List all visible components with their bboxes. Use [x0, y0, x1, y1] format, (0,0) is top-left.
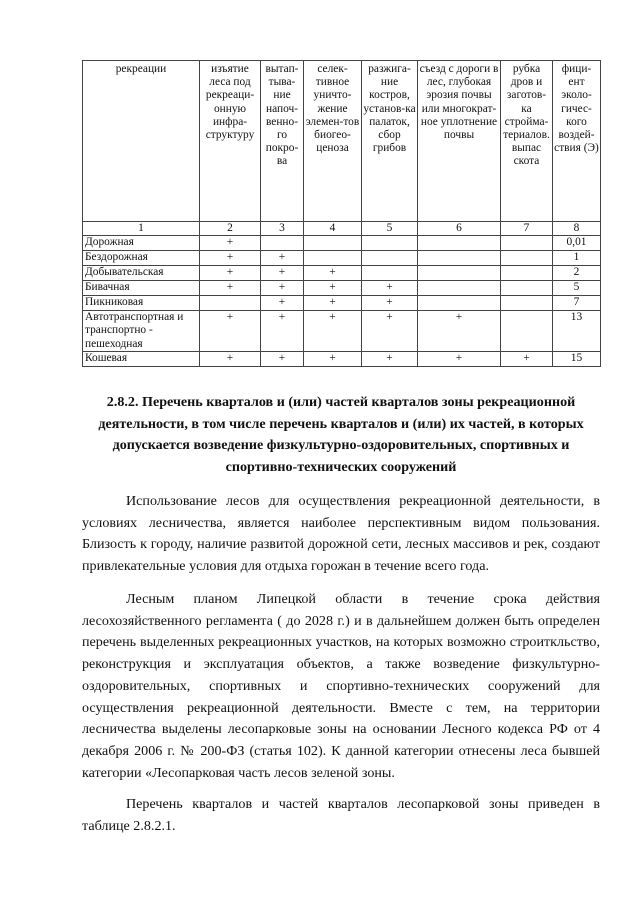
impact-mark: +	[362, 311, 418, 352]
header-cell: съезд с дороги в лес, глубокая эрозия почвы или многократ-ное уплотнение почвы	[418, 61, 501, 222]
impact-coefficient: 1	[553, 251, 601, 266]
impact-mark	[362, 236, 418, 251]
impact-mark: +	[304, 266, 362, 281]
impact-mark: +	[261, 251, 304, 266]
impact-mark: +	[362, 281, 418, 296]
recreation-type: Бездорожная	[83, 251, 200, 266]
table-row	[83, 266, 601, 281]
impact-mark: +	[261, 296, 304, 311]
column-number: 5	[362, 222, 418, 236]
impact-mark: +	[304, 351, 362, 366]
impact-mark	[261, 236, 304, 251]
impact-coefficient: 0,01	[553, 236, 601, 251]
table-header-row	[83, 61, 601, 222]
impact-mark: +	[304, 296, 362, 311]
impact-coefficient: 15	[553, 351, 601, 366]
table-row	[83, 351, 601, 366]
header-cell: рекреации	[83, 61, 200, 222]
impact-mark	[501, 296, 553, 311]
recreation-type: Автотранспортная и транспортно - пешеходная	[83, 311, 200, 352]
table-row	[83, 281, 601, 296]
header-cell: изъятие леса под рекреаци-онную инфра-структуру	[200, 61, 261, 222]
table-row	[83, 236, 601, 251]
impact-mark	[362, 266, 418, 281]
impact-mark	[501, 311, 553, 352]
header-cell: вытап-тыва-ние напоч-венно-го покро-ва	[261, 61, 304, 222]
recreation-impact-table	[82, 60, 601, 367]
impact-mark	[200, 296, 261, 311]
header-cell: селек-тивное уничто-жение элемен-тов биогео-ценоза	[304, 61, 362, 222]
section-heading: 2.8.2. Перечень кварталов и (или) частей кварталов зоны рекреационной деятельности, в том числе перечень кварталов и (или) их частей, в которых допускается возведение физкультурно-оздоровительных, спортивных и спортивно-технических сооружений	[98, 394, 584, 475]
impact-mark	[418, 281, 501, 296]
impact-mark: +	[200, 251, 261, 266]
impact-coefficient: 5	[553, 281, 601, 296]
impact-mark: +	[261, 266, 304, 281]
impact-mark: +	[200, 236, 261, 251]
recreation-type: Добывательская	[83, 266, 200, 281]
header-cell: разжига-ние костров, установ-ка палаток, сбор грибов	[362, 61, 418, 222]
impact-mark	[418, 236, 501, 251]
impact-mark	[418, 266, 501, 281]
column-number: 4	[304, 222, 362, 236]
recreation-type: Бивачная	[83, 281, 200, 296]
paragraph	[82, 589, 600, 784]
impact-mark: +	[200, 311, 261, 352]
table-row	[83, 311, 601, 352]
impact-mark: +	[362, 296, 418, 311]
impact-mark	[418, 296, 501, 311]
paragraph-text: Перечень кварталов и частей кварталов лесопарковой зоны приведен в таблице 2.8.2.1.	[82, 796, 600, 834]
impact-mark: +	[261, 311, 304, 352]
recreation-type: Кошевая	[83, 351, 200, 366]
impact-mark: +	[200, 351, 261, 366]
impact-coefficient: 7	[553, 296, 601, 311]
impact-coefficient: 13	[553, 311, 601, 352]
impact-mark: +	[261, 281, 304, 296]
paragraph	[82, 794, 600, 837]
table-row	[83, 296, 601, 311]
impact-mark: +	[304, 311, 362, 352]
impact-mark: +	[418, 351, 501, 366]
impact-mark	[362, 251, 418, 266]
column-number: 3	[261, 222, 304, 236]
impact-mark: +	[304, 281, 362, 296]
column-number: 7	[501, 222, 553, 236]
recreation-type: Пикниковая	[83, 296, 200, 311]
impact-mark: +	[362, 351, 418, 366]
impact-mark	[304, 251, 362, 266]
impact-mark	[418, 251, 501, 266]
paragraph-text: Использование лесов для осуществления рекреационной деятельности, в условиях лесничества, является наиболее перспективным видом пользования. Близость к городу, наличие развитой дорожной сети, лесных массивов и рек, создают привлекательные условия для отдыха горожан в течение всего года.	[82, 493, 600, 575]
impact-mark	[501, 251, 553, 266]
impact-mark: +	[200, 281, 261, 296]
recreation-type: Дорожная	[83, 236, 200, 251]
impact-mark: +	[200, 266, 261, 281]
impact-mark	[501, 281, 553, 296]
column-number: 1	[83, 222, 200, 236]
impact-mark	[304, 236, 362, 251]
column-number: 8	[553, 222, 601, 236]
column-number: 2	[200, 222, 261, 236]
impact-mark: +	[501, 351, 553, 366]
table-row	[83, 251, 601, 266]
header-cell: фици-ент эколо-гичес-кого воздей-ствия (Э)	[553, 61, 601, 222]
impact-mark	[501, 266, 553, 281]
impact-mark: +	[418, 311, 501, 352]
impact-mark: +	[261, 351, 304, 366]
paragraph-text: Лесным планом Липецкой области в течение срока действия лесохозяйственного регламента ( до 2028 г.) и в дальнейшем должен быть определен перечень выделенных рекреационных участков, на которых возможно строиткльство, реконструкция и эксплуатация объектов, а также возведение физкультурно-оздоровительных, спортивных и спортивно-технических сооружений для осуществления рекреационной деятельности. Вместе с тем, на территории лесничества выделены лесопарковые зоны на основании Лесного кодекса РФ от 4 декабря 2006 г. № 200-ФЗ (статья 102). К данной категории отнесены леса бывшей категории «Лесопарковая часть лесов зеленой зоны.	[82, 591, 600, 781]
header-cell: рубка дров и заготов-ка стройма-териалов. выпас скота	[501, 61, 553, 222]
column-number-row	[83, 222, 601, 236]
column-number: 6	[418, 222, 501, 236]
impact-mark	[501, 236, 553, 251]
impact-coefficient: 2	[553, 266, 601, 281]
paragraph	[82, 491, 600, 578]
